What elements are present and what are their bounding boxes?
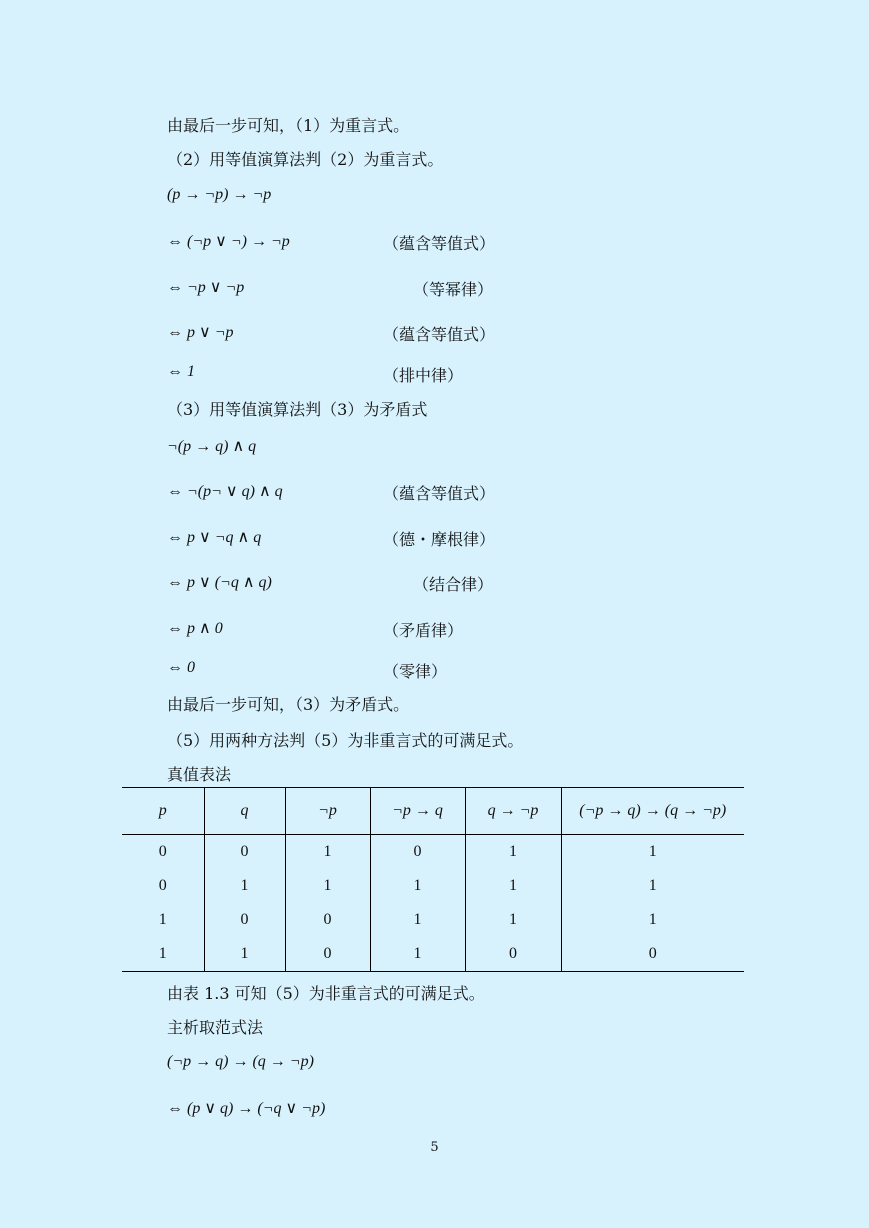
formula: (p → ¬p) → ¬p xyxy=(167,186,272,203)
reason-note: （结合律） xyxy=(413,575,494,594)
table-header-row xyxy=(122,788,744,835)
table-cell: 1 xyxy=(122,937,204,972)
table-cell: 1 xyxy=(561,903,744,937)
table-cell: 0 xyxy=(465,937,561,972)
table-cell: 1 xyxy=(370,903,465,937)
table-cell: 0 xyxy=(158,843,167,860)
table-cell: 1 xyxy=(204,869,285,903)
table-cell: 1 xyxy=(370,869,465,903)
column-header: q → ¬p xyxy=(465,788,561,835)
text-line: （5）用两种方法判（5）为非重言式的可满足式。 xyxy=(167,731,524,750)
formula: (¬p → q) → (q → ¬p) xyxy=(167,1053,314,1070)
formula: ⇔ 0 xyxy=(167,659,195,676)
column-header: ¬p xyxy=(285,788,370,835)
table-cell: 1 xyxy=(561,835,744,870)
table-cell: 0 xyxy=(204,903,285,937)
column-header: ¬p → q xyxy=(370,788,465,835)
reason-note: （蕴含等值式） xyxy=(383,234,496,253)
table-row xyxy=(122,869,744,903)
table-cell: 0 xyxy=(158,877,167,894)
table-row xyxy=(122,937,744,972)
reason-note: （德・摩根律） xyxy=(383,530,496,549)
reason-note: （蕴含等值式） xyxy=(383,325,496,344)
table-cell: 0 xyxy=(370,835,465,870)
formula: ⇔ (p ∨ q) → (¬q ∨ ¬p) xyxy=(167,1100,326,1117)
text-line: 由最后一步可知，（1）为重言式。 xyxy=(167,116,410,135)
formula: ⇔ (¬p ∨ ¬) → ¬p xyxy=(167,233,290,250)
column-header: p xyxy=(122,788,204,835)
table-cell: 1 xyxy=(204,937,285,972)
column-header: (¬p → q) → (q → ¬p) xyxy=(561,788,744,835)
formula: ⇔ p ∧ 0 xyxy=(167,620,223,637)
table-cell: 1 xyxy=(370,937,465,972)
text-line: 由表 1.3 可知（5）为非重言式的可满足式。 xyxy=(167,984,485,1003)
table-cell: 1 xyxy=(465,835,561,870)
table-cell: 0 xyxy=(285,937,370,972)
reason-note: （蕴含等值式） xyxy=(383,484,496,503)
formula: ⇔ 1 xyxy=(167,363,195,380)
column-header: q xyxy=(204,788,285,835)
truth-table xyxy=(122,787,744,972)
formula: ⇔ ¬(p¬ ∨ q) ∧ q xyxy=(167,483,283,500)
table-cell: 1 xyxy=(465,869,561,903)
reason-note: （排中律） xyxy=(383,366,464,385)
reason-note: （矛盾律） xyxy=(383,621,464,640)
text-line: （2）用等值演算法判（2）为重言式。 xyxy=(167,150,444,169)
table-cell: 1 xyxy=(285,869,370,903)
text-line: 真值表法 xyxy=(167,765,232,784)
table-row xyxy=(122,903,744,937)
reason-note: （等幂律） xyxy=(413,280,494,299)
table-cell: 1 xyxy=(285,835,370,870)
table-cell: 1 xyxy=(158,911,167,928)
table-cell: 1 xyxy=(465,903,561,937)
formula: ⇔ ¬p ∨ ¬p xyxy=(167,279,245,296)
reason-note: （零律） xyxy=(383,662,448,681)
table-cell: 0 xyxy=(204,835,285,870)
formula: ¬(p → q) ∧ q xyxy=(167,438,257,455)
formula: ⇔ p ∨ ¬q ∧ q xyxy=(167,529,262,546)
text-line: （3）用等值演算法判（3）为矛盾式 xyxy=(167,400,428,419)
table-cell: 0 xyxy=(561,937,744,972)
text-line: 由最后一步可知，（3）为矛盾式。 xyxy=(167,695,410,714)
table-row xyxy=(122,835,744,870)
formula: ⇔ p ∨ ¬p xyxy=(167,324,234,341)
text-line: 主析取范式法 xyxy=(167,1018,264,1037)
table-cell: 1 xyxy=(561,869,744,903)
table-cell: 0 xyxy=(285,903,370,937)
page-number: 5 xyxy=(430,1140,439,1155)
formula: ⇔ p ∨ (¬q ∧ q) xyxy=(167,574,272,591)
